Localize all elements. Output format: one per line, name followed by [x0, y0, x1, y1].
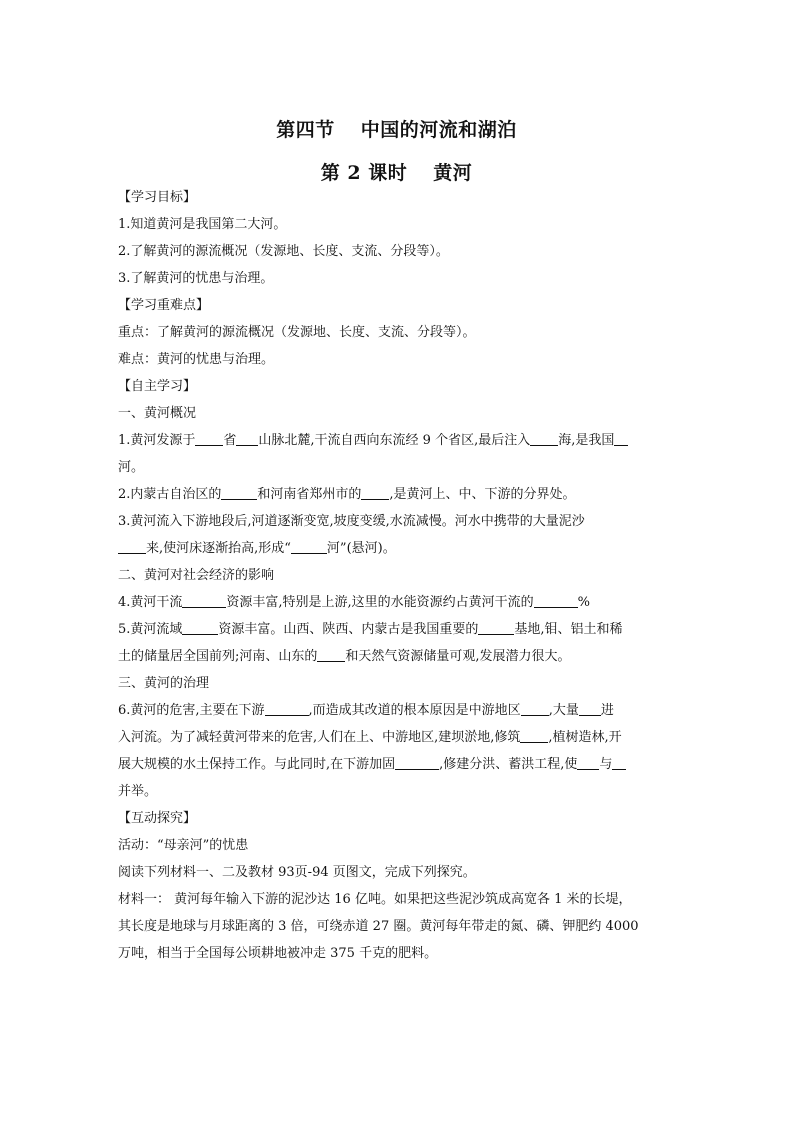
blank-field[interactable] — [521, 701, 549, 716]
blank-field[interactable] — [530, 431, 558, 446]
blank-field[interactable] — [577, 755, 599, 770]
goal-item: 2.了解黄河的源流概况（发源地、长度、支流、分段等）。 — [118, 244, 449, 259]
question-6: 6.黄河的危害,主要在下游 ,而造成其改道的根本原因是中游地区 ,大量 进 — [118, 703, 614, 718]
blank-field[interactable] — [534, 593, 578, 608]
blank-field[interactable] — [478, 620, 514, 635]
material-line: 材料一： 黄河每年输入下游的泥沙达 16 亿吨。如果把这些泥沙筑成高宽各 1 米的长堤， — [118, 892, 632, 907]
blank-field[interactable] — [395, 755, 439, 770]
section-title — [0, 115, 793, 142]
key-point: 重点：了解黄河的源流概况（发源地、长度、支流、分段等）。 — [118, 325, 476, 340]
instruction-text: 阅读下列材料一、二及教材 93页-94 页图文，完成下列探究。 — [118, 865, 476, 880]
heading-self-study: 【自主学习】 — [118, 379, 197, 394]
blank-field[interactable] — [182, 620, 218, 635]
material-line: 万吨，相当于全国每公顷耕地被冲走 375 千克的肥料。 — [118, 946, 438, 961]
blank-field[interactable] — [195, 431, 223, 446]
worksheet-body — [118, 184, 678, 967]
question-1-cont: 河。 — [118, 460, 145, 475]
blank-field[interactable] — [118, 539, 146, 554]
lesson-title — [0, 158, 793, 185]
blank-field[interactable] — [612, 755, 626, 770]
material-line: 其长度是地球与月球距离的 3 倍，可绕赤道 27 圈。黄河每年带走的氮、磷、钾肥约 4000 — [118, 919, 639, 934]
question-1: 1.黄河发源于 省 山脉北麓,干流自西向东流经 9 个省区,最后注入 海,是我国 — [118, 427, 678, 454]
part-title: 三、黄河的治理 — [118, 676, 210, 691]
blank-field[interactable] — [236, 431, 258, 446]
blank-field[interactable] — [291, 539, 327, 554]
blank-field[interactable] — [614, 431, 628, 446]
question-4: 4.黄河干流 资源丰富,特别是上游,这里的水能资源约占黄河干流的 % — [118, 595, 591, 610]
section-number: 第四节 — [276, 119, 335, 141]
blank-field[interactable] — [361, 485, 389, 500]
question-2: 2.内蒙古自治区的 和河南省郑州市的 ,是黄河上、中、下游的分界处。 — [118, 487, 576, 502]
blank-field[interactable] — [182, 593, 226, 608]
lesson-topic: 黄河 — [433, 162, 473, 184]
question-6-cont: 并举。 — [118, 784, 158, 799]
heading-key-points: 【学习重难点】 — [118, 298, 210, 313]
goal-item: 1.知道黄河是我国第二大河。 — [118, 217, 287, 232]
key-point: 难点：黄河的忧患与治理。 — [118, 352, 275, 367]
part-title: 二、黄河对社会经济的影响 — [118, 568, 275, 583]
blank-field[interactable] — [265, 701, 309, 716]
question-6-cont: 展大规模的水土保持工作。与此同时,在下游加固 ,修建分洪、蓄洪工程,使 与 — [118, 751, 678, 778]
blank-field[interactable] — [317, 647, 345, 662]
goal-item: 3.了解黄河的忧患与治理。 — [118, 271, 274, 286]
part-title: 一、黄河概况 — [118, 406, 197, 421]
question-5: 5.黄河流域 资源丰富。山西、陕西、内蒙古是我国重要的 基地,钼、铝土和稀 — [118, 622, 623, 637]
question-3-cont: 来,使河床逐渐抬高,形成“ 河”(悬河)。 — [118, 535, 678, 562]
blank-field[interactable] — [579, 701, 601, 716]
heading-explore: 【互动探究】 — [118, 811, 197, 826]
question-3: 3.黄河流入下游地段后,河道逐渐变宽,坡度变缓,水流减慢。河水中携带的大量泥沙 — [118, 514, 585, 529]
blank-field[interactable] — [520, 728, 548, 743]
activity-title: 活动：“母亲河”的忧患 — [118, 838, 249, 853]
blank-field[interactable] — [221, 485, 257, 500]
lesson-number: 第 2 课时 — [320, 162, 408, 184]
question-6-cont: 入河流。为了减轻黄河带来的危害,人们在上、中游地区,建坝淤地,修筑 ,植树造林,开 — [118, 730, 622, 745]
section-name: 中国的河流和湖泊 — [360, 119, 517, 141]
heading-goals: 【学习目标】 — [118, 190, 197, 205]
question-5-cont: 土的储量居全国前列;河南、山东的 和天然气资源储量可观,发展潜力很大。 — [118, 649, 571, 664]
